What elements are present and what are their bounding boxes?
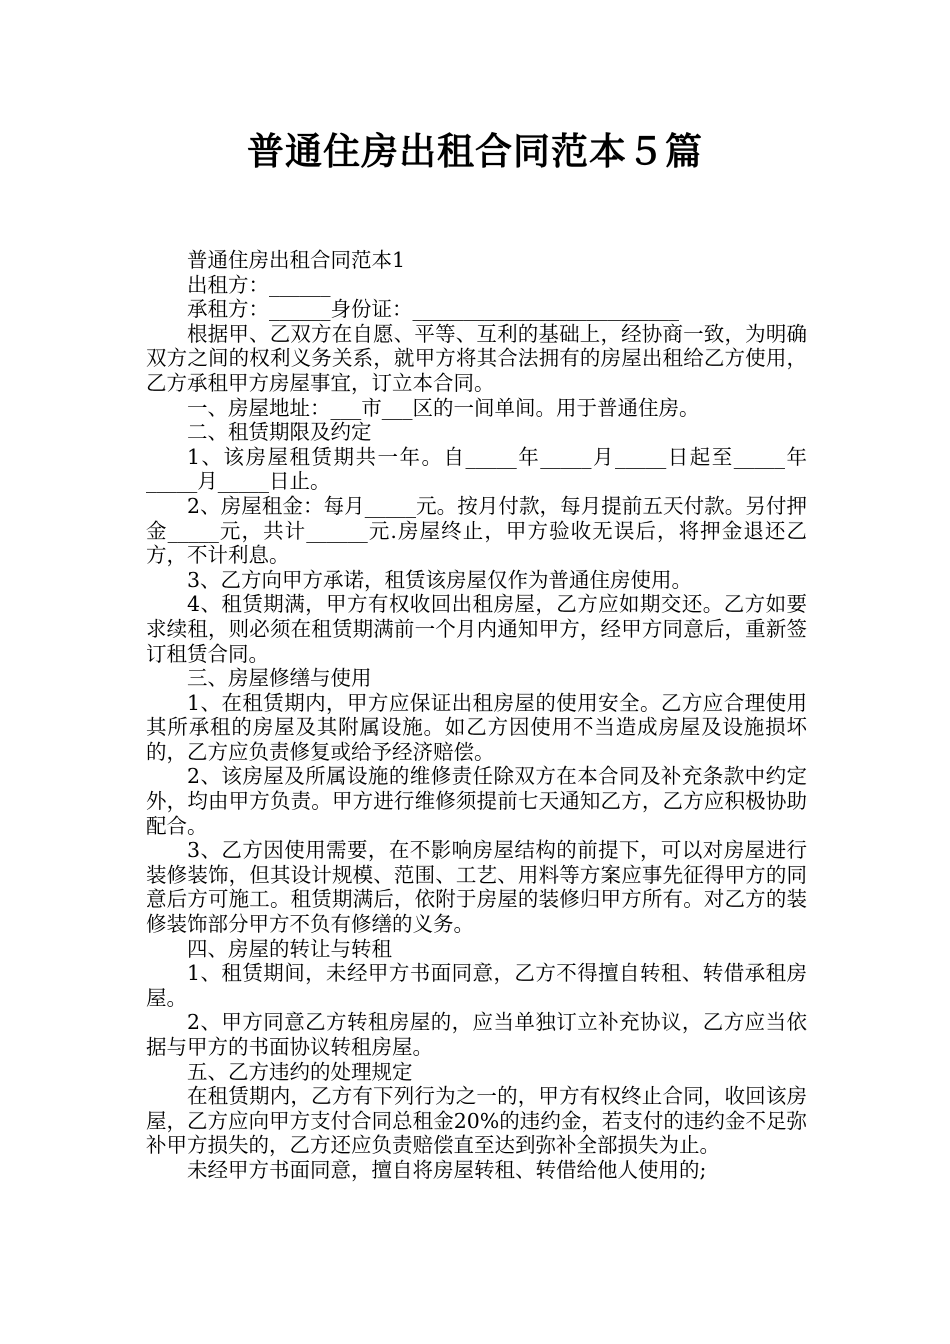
clause-paragraph: 1、该房屋租赁期共一年。自_____年_____月_____日起至_____年_____月_____日止。 — [146, 444, 807, 494]
page-title: 普通住房出租合同范本５篇 — [247, 130, 703, 173]
clause-paragraph: 4、租赁期满，甲方有权收回出租房屋，乙方应如期交还。乙方如要求续租，则必须在租赁期满前一个月内通知甲方，经甲方同意后，重新签订租赁合同。 — [146, 592, 807, 666]
clause-heading: 五、乙方违约的处理规定 — [187, 1059, 413, 1084]
clause-paragraph: 2、该房屋及所属设施的维修责任除双方在本合同及补充条款中约定外，均由甲方负责。甲方进行维修须提前七天通知乙方，乙方应积极协助配合。 — [146, 764, 807, 838]
clause-paragraph: 3、乙方向甲方承诺，租赁该房屋仅作为普通住房使用。 — [187, 567, 693, 592]
clause-heading: 一、房屋地址：___市___区的一间单间。用于普通住房。 — [187, 395, 700, 420]
preamble-paragraph: 根据甲、乙双方在自愿、平等、互利的基础上，经协商一致，为明确双方之间的权利义务关系，就甲方将其合法拥有的房屋出租给乙方使用，乙方承租甲方房屋事宜，订立本合同。 — [146, 321, 807, 395]
clause-paragraph: 在租赁期内，乙方有下列行为之一的，甲方有权终止合同，收回该房屋，乙方应向甲方支付合同总租金20%的违约金，若支付的违约金不足弥补甲方损失的，乙方还应负责赔偿直至达到弥补全部损失为止。 — [146, 1084, 807, 1158]
lessee-line: 承租方：______身份证：__________________________ — [187, 297, 679, 322]
clause-paragraph: 2、甲方同意乙方转租房屋的，应当单独订立补充协议，乙方应当依据与甲方的书面协议转租房屋。 — [146, 1010, 807, 1059]
clause-paragraph: 2、房屋租金：每月_____元。按月付款，每月提前五天付款。另付押金_____元，共计______元.房屋终止，甲方验收无误后，将押金退还乙方，不计利息。 — [146, 493, 807, 568]
contract-body — [146, 248, 807, 1183]
clause-heading: 二、租赁期限及约定 — [187, 420, 372, 445]
clause-paragraph: 1、租赁期间，未经甲方书面同意，乙方不得擅自转租、转借承租房屋。 — [146, 961, 807, 1010]
clause-paragraph: 1、在租赁期内，甲方应保证出租房屋的使用安全。乙方应合理使用其所承租的房屋及其附属设施。如乙方因使用不当造成房屋及设施损坏的，乙方应负责修复或给予经济赔偿。 — [146, 690, 807, 764]
section-heading: 普通住房出租合同范本1 — [187, 248, 406, 272]
clause-paragraph: 3、乙方因使用需要，在不影响房屋结构的前提下，可以对房屋进行装修装饰，但其设计规模、范围、工艺、用料等方案应事先征得甲方的同意后方可施工。租赁期满后，依附于房屋的装修归甲方所有。对乙方的装修装饰部分甲方不负有修缮的义务。 — [146, 838, 807, 937]
clause-paragraph: 未经甲方书面同意，擅自将房屋转租、转借给他人使用的; — [187, 1157, 707, 1182]
clause-heading: 四、房屋的转让与转租 — [187, 936, 392, 961]
lessor-line: 出租方：______ — [187, 272, 331, 297]
clause-heading: 三、房屋修缮与使用 — [187, 666, 372, 691]
